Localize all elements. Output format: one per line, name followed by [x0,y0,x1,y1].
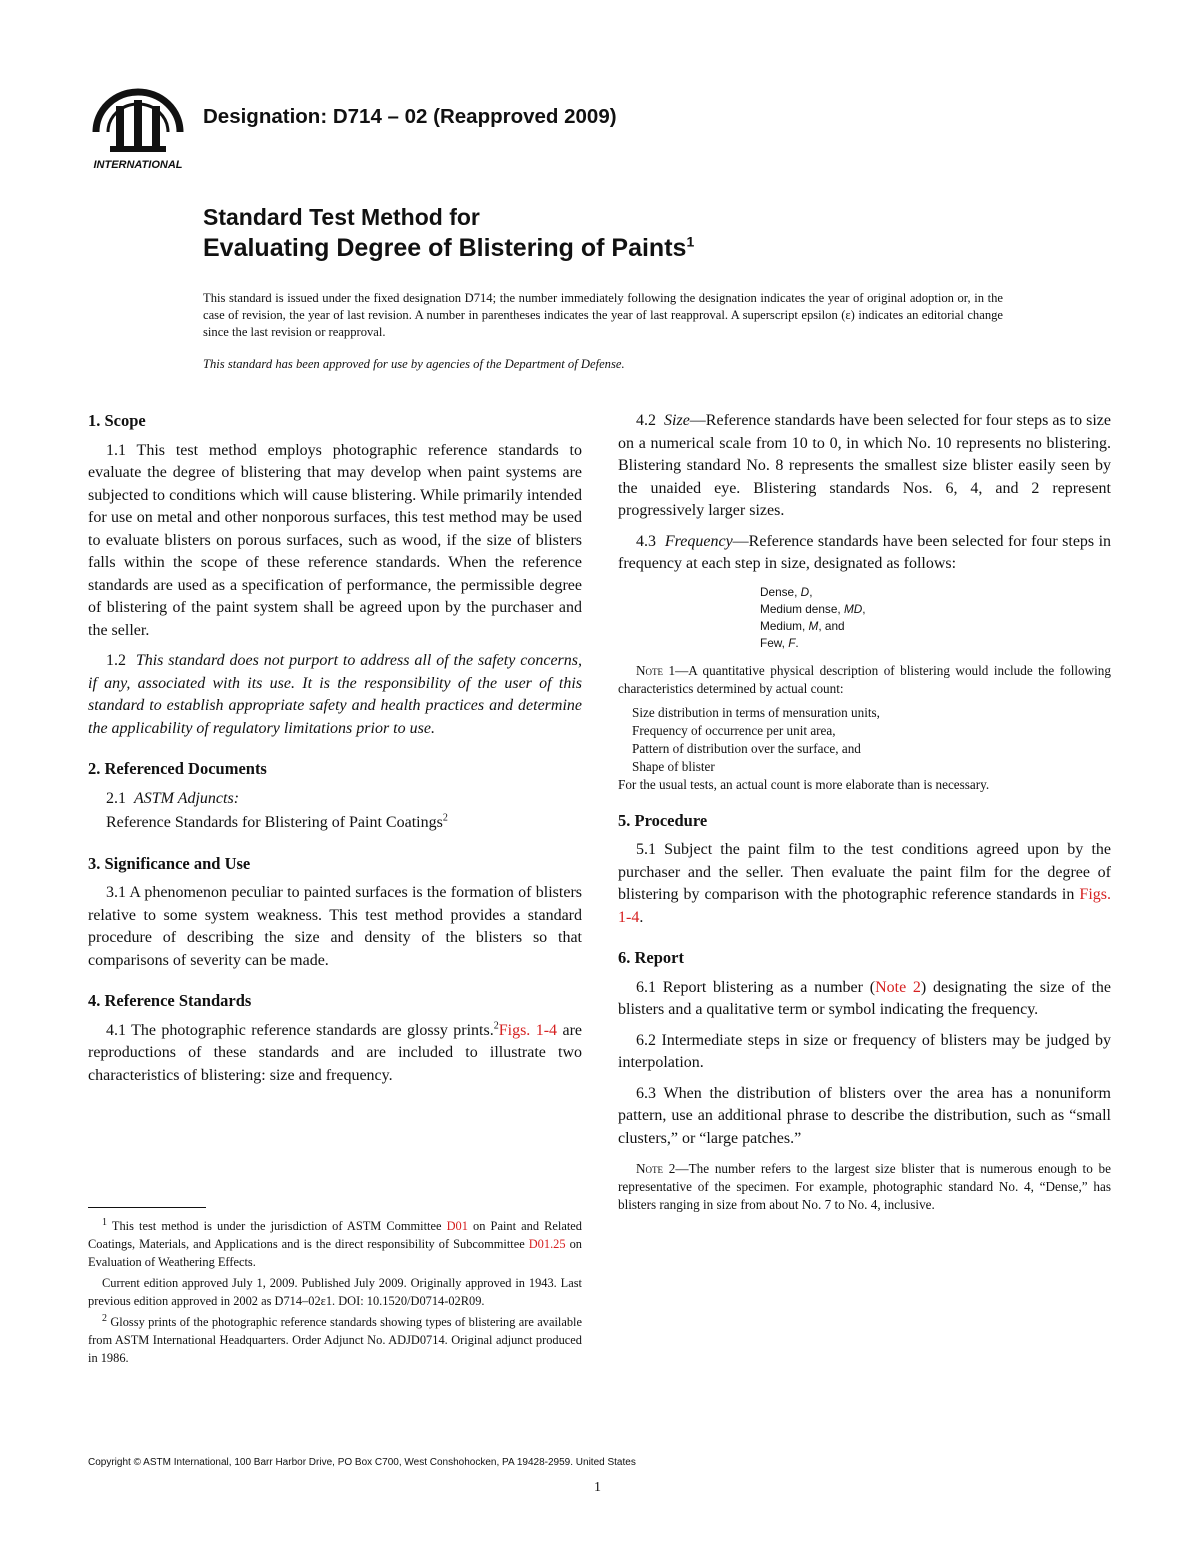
freq-tail: , [862,601,866,616]
astm-logo-icon [86,88,190,172]
paragraph-3-1: 3.1 A phenomenon peculiar to painted surfaces is the formation of blisters relative to some system weakness. This test method provides a standard procedure of describing the size and density of the blisters so that comparisons of severity can be made. [88,884,582,969]
footnote-text: on Paint and Related Coatings, Materials, and Applications and is the direct responsibility of Subcommittee [88,1219,582,1251]
left-column [88,410,582,1105]
figs-link[interactable]: Figs. 1-4 [498,1021,558,1039]
note-1-end: For the usual tests, an actual count is more elaborate than is necessary. [618,776,990,792]
section-heading: 4. Reference Standards [88,991,252,1010]
paragraph-5-1 [618,839,1111,929]
paragraph-4-3 [618,531,1111,576]
section-significance [88,853,582,973]
title-text: Evaluating Degree of Blistering of Paints [203,234,687,262]
logo-subtext: INTERNATIONAL [93,159,183,171]
section-heading: 6. Report [618,948,684,967]
title-line-1: Standard Test Method for [203,204,480,230]
freq-code: MD [843,601,863,616]
committee-link[interactable]: D01 [446,1219,468,1233]
paragraph-2-1 [88,788,582,811]
designation: Designation: D714 – 02 (Reapproved 2009) [203,105,617,128]
subcommittee-link[interactable]: D01.25 [528,1237,566,1251]
paragraph-text: are reproductions of these standards and are included to illustrate two characteristics of blistering: size and frequency. [88,1021,583,1084]
frequency-list [760,584,1111,652]
footnote-divider [88,1207,206,1208]
paragraph-4-1 [88,1020,582,1088]
paragraph-text: . [639,908,644,926]
section-referenced-documents [88,758,582,835]
note-text: —The number refers to the largest size blister that is numerous enough to be representative of the specimen. For example, photographic standard No. 4, “Dense,” has blisters ranging in size from about No. 7 to No. 4, inclusive. [618,1161,1111,1212]
freq-term: Medium, [760,618,809,633]
section-report [618,947,1111,1214]
note-label: Note 2 [636,1161,676,1176]
section-heading: 2. Referenced Documents [88,759,267,778]
preamble-text: This standard is issued under the fixed designation D714; the number immediately following the designation indicates the year of original adoption or, in the case of revision, the year of last revision. A number in parentheses indicates the year of last reapproval. A superscript epsilon (ε) indicates an editorial change since the last revision or reapproval. [203,291,1003,339]
freq-term: Medium dense, [760,601,844,616]
adjunct-title: Reference Standards for Blistering of Paint Coatings [106,814,443,831]
footnote-marker: 2 [493,1020,499,1032]
right-column [618,410,1111,1232]
title-footnote-marker: 1 [686,233,695,250]
note-1-list [632,704,1111,776]
paragraph-number: 4.3 [636,532,656,550]
paragraph-6-3: 6.3 When the distribution of blisters over the area has a nonuniform pattern, use an additional phrase to describe the distribution, such as “small clusters,” or “large patches.” [618,1084,1111,1147]
section-heading: 1. Scope [88,411,146,430]
list-item: Size distribution in terms of mensuration units, [632,704,880,720]
title-line-2 [203,234,694,263]
freq-code: D [800,584,810,599]
footnote-marker: 1 [102,1216,107,1228]
freq-code: M [808,618,819,633]
footnote-text: Glossy prints of the photographic reference standards showing types of blistering are available from ASTM International Headquarters. Order Adjunct No. ADJD0714. Original adjunct produced in 1986. [88,1315,582,1365]
paragraph-1-1: 1.1 This test method employs photographic reference standards to evaluate the degree of blistering that may develop when paint systems are subjected to conditions which will cause blistering. While primarily intended for use on metal and other nonporous surfaces, this test method may be used to evaluate blisters on porous surfaces, such as wood, if the size of blisters falls within the scope of these reference standards. When the reference standards are used as a specification of performance, the permissible degree of blistering of the paint system shall be agreed upon by the purchaser and the seller. [88,441,582,639]
list-item: Pattern of distribution over the surface, and [632,740,861,756]
section-procedure [618,810,1111,930]
note-text: —A quantitative physical description of blistering would include the following characteristics determined by actual count: [618,662,1111,696]
page-number: 1 [594,1480,601,1495]
size-label: Size [664,412,690,429]
paragraph-text: This standard does not purport to address all of the safety concerns, if any, associated with its use. It is the responsibility of the user of this standard to establish appropriate safety and health practices and determine the applicability of regulatory limitations prior to use. [88,652,583,737]
freq-tail: , and [818,618,845,633]
paragraph-text: —Reference standards have been selected for four steps as to size on a numerical scale from 10 to 0, in which No. 10 represents no blistering. Blistering standard No. 8 represents the smallest size blister easily seen by the unaided eye. Blistering standards Nos. 6, 4, and 2 represent progressively larger sizes. [618,412,1112,519]
list-item: Frequency of occurrence per unit area, [632,722,836,738]
footnotes [88,1217,582,1370]
paragraph-text: —Reference standards have been selected for four steps in frequency at each step in size, designated as follows: [618,532,1112,572]
freq-tail: , [809,584,813,599]
figs-link[interactable]: Figs. 1-4 [618,886,1111,926]
paragraph-number: 2.1 [106,789,126,807]
freq-term: Dense, [760,584,801,599]
paragraph-4-2 [618,410,1111,523]
section-scope [88,410,582,740]
list-item [760,584,1111,601]
paragraph-number: 4.2 [636,412,656,429]
frequency-label: Frequency [664,532,733,550]
note-1 [618,662,1111,698]
freq-term: Few, [760,635,789,650]
footnote-1 [88,1217,582,1271]
list-item [760,601,1111,618]
note-2 [618,1160,1111,1214]
adjunct-item [88,812,582,835]
list-item [760,635,1111,652]
preamble [203,290,1003,341]
freq-code: F [788,635,796,650]
adjuncts-label: ASTM Adjuncts: [134,789,240,807]
section-heading: 3. Significance and Use [88,853,251,873]
dod-approval-note: This standard has been approved for use by agencies of the Department of Defense. [203,357,625,371]
list-item: Shape of blister [632,758,715,774]
footnote-text: on Evaluation of Weathering Effects. [88,1237,582,1269]
footnote-text: This test method is under the jurisdiction of ASTM Committee [107,1219,447,1233]
paragraph-1-2 [88,650,582,740]
note-2-link[interactable]: Note 2 [875,978,921,996]
list-item [760,618,1111,635]
paragraph-text: 5.1 Subject the paint film to the test conditions agreed upon by the purchaser and the seller. Then evaluate the paint film for the degree of blistering by comparison with the photographic reference standards in [618,841,1111,903]
section-reference-standards [88,990,582,1087]
copyright: Copyright © ASTM International, 100 Barr Harbor Drive, PO Box C700, West Conshohocken, PA 19428-2959. United States [88,1457,636,1468]
note-label: Note 1 [636,662,676,678]
paragraph-text: 6.1 Report blistering as a number ( [636,978,876,996]
paragraph-text: ) designating the size of the blisters and a qualitative term or symbol indicating the frequency. [618,978,1111,1018]
freq-tail: . [795,635,799,650]
paragraph-6-2: 6.2 Intermediate steps in size or frequency of blisters may be judged by interpolation. [618,1031,1111,1071]
section-heading: 5. Procedure [618,810,708,830]
footnote-2 [88,1313,582,1367]
footnote-marker: 2 [442,812,448,824]
paragraph-6-1 [618,977,1111,1022]
footnote-edition: Current edition approved July 1, 2009. Published July 2009. Originally approved in 1943. Last previous edition approved in 2002 as D714–02ε1. DOI: 10.1520/D0714-02R09. [88,1276,582,1308]
footnote-marker: 2 [102,1312,107,1324]
paragraph-number: 1.2 [106,652,126,669]
paragraph-text: 4.1 The photographic reference standards are glossy prints. [106,1021,494,1039]
